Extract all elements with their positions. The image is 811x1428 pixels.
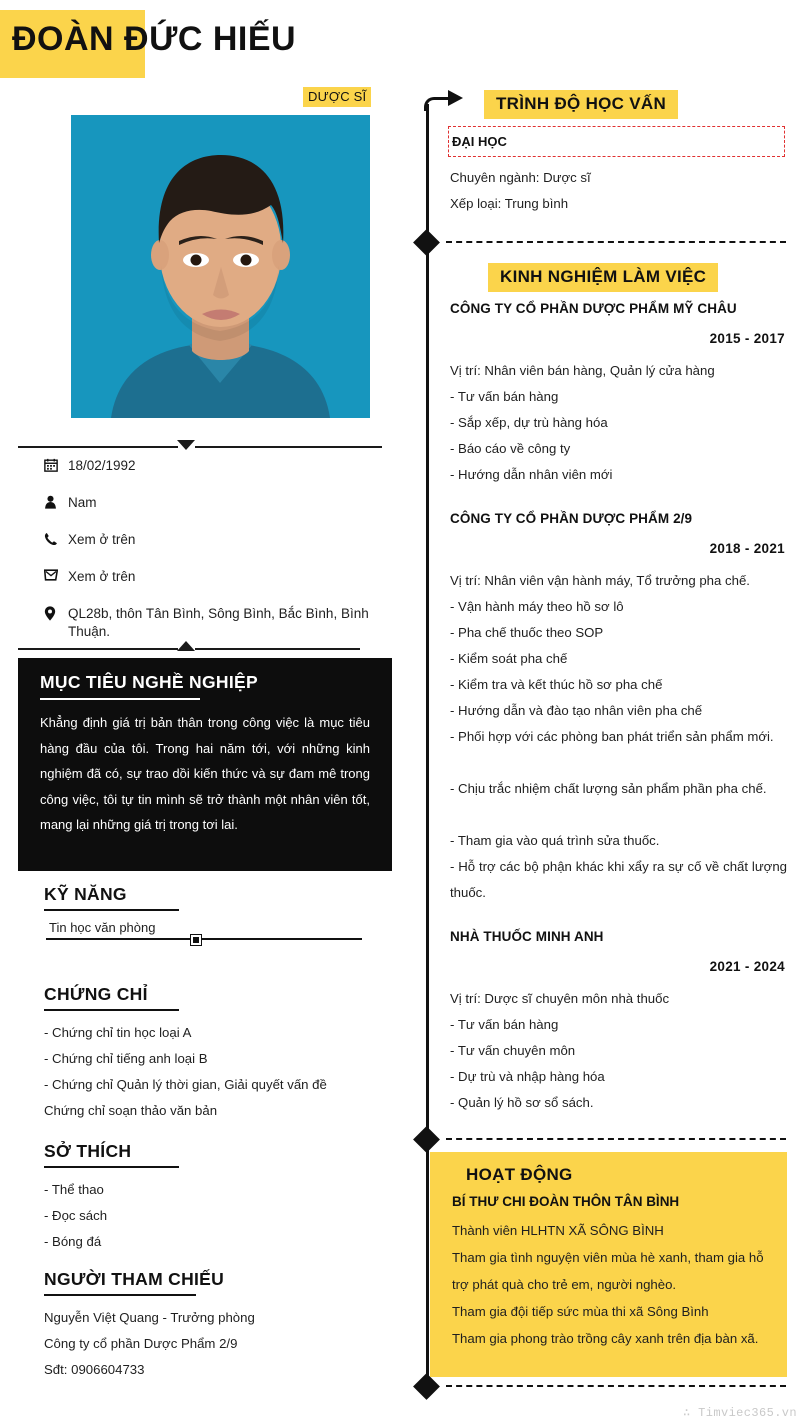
job-duty: - Pha chế thuốc theo SOP <box>450 625 604 640</box>
job-duty: - Sắp xếp, dự trù hàng hóa <box>450 415 608 430</box>
job-period: 2015 - 2017 <box>709 331 785 346</box>
career-objective-card <box>18 658 392 871</box>
job-period: 2021 - 2024 <box>709 959 785 974</box>
contact-item-address <box>44 605 374 641</box>
title-underline <box>44 909 179 911</box>
skill-label: Tin học văn phòng <box>49 920 156 935</box>
triangle-down-icon <box>177 440 195 450</box>
education-grade: Xếp loại: Trung bình <box>450 196 569 211</box>
list-item: - Chứng chỉ tin học loại A <box>44 1025 192 1040</box>
page-title: ĐOÀN ĐỨC HIẾU <box>12 20 297 58</box>
job-company: CÔNG TY CỔ PHẦN DƯỢC PHẨM 2/9 <box>450 511 693 526</box>
contact-value: Nam <box>68 495 97 510</box>
list-item: - Chứng chỉ tiếng anh loại B <box>44 1051 208 1066</box>
job-duty: - Chịu trắc nhiệm chất lượng sản phẩm phần pha chế. <box>450 781 767 796</box>
education-level: ĐẠI HỌC <box>452 134 507 149</box>
education-major: Chuyên ngành: Dược sĩ <box>450 170 591 185</box>
job-duty: - Tư vấn bán hàng <box>450 389 559 404</box>
skill-slider-handle[interactable] <box>191 935 201 945</box>
triangle-up-icon <box>177 641 195 651</box>
title-underline <box>40 698 200 700</box>
contact-item-birthdate <box>44 457 374 475</box>
job-position: Vị trí: Dược sĩ chuyên môn nhà thuốc <box>450 991 670 1006</box>
skill-item <box>44 920 384 940</box>
list-item: Nguyễn Việt Quang - Trưởng phòng <box>44 1310 255 1325</box>
list-item: Tham gia tình nguyện viên mùa hè xanh, tham gia hỗ trợ phát quà cho trẻ em, người nghèo. <box>452 1250 764 1292</box>
skills-title: KỸ NĂNG <box>44 884 127 904</box>
hobbies-title: SỞ THÍCH <box>44 1141 132 1161</box>
activities-subtitle: BÍ THƯ CHI ĐOÀN THÔN TÂN BÌNH <box>452 1194 680 1209</box>
certificates-title: CHỨNG CHỈ <box>44 984 148 1004</box>
timeline-spine <box>426 104 429 1396</box>
email-icon <box>44 568 68 581</box>
title-underline <box>44 1009 179 1011</box>
contact-item-phone[interactable] <box>44 531 374 549</box>
activities-list <box>452 1217 769 1352</box>
skills-section <box>44 883 384 940</box>
right-column <box>400 0 811 1428</box>
divider-top-left <box>18 446 178 448</box>
list-item: Tham gia đội tiếp sức mùa thi xã Sông Bình <box>452 1304 709 1319</box>
activities-title: HOẠT ĐỘNG <box>466 1165 573 1184</box>
timeline-diamond-icon <box>413 1373 440 1400</box>
certificates-list <box>44 1020 384 1124</box>
watermark: ∴ Timviec365.vn <box>682 1406 797 1420</box>
timeline-hook <box>424 97 438 111</box>
job-duty: - Kiểm tra và kết thúc hồ sơ pha chế <box>450 677 663 692</box>
divider-top-right <box>195 446 382 448</box>
contact-item-gender <box>44 494 374 512</box>
job-duty: - Hỗ trợ các bộ phận khác khi xẩy ra sự cố về chất lượng thuốc. <box>450 859 787 900</box>
timeline-dashed-divider <box>446 241 786 243</box>
job-duty: - Hướng dẫn và đào tạo nhân viên pha chế <box>450 703 703 718</box>
hobbies-list <box>44 1177 384 1255</box>
job-duty: - Phối hợp với các phòng ban phát triển sản phẩm mới. <box>450 729 774 744</box>
list-item: - Bóng đá <box>44 1234 102 1249</box>
skill-slider[interactable] <box>46 938 362 940</box>
timeline-arrow-icon <box>448 90 463 106</box>
references-title: NGƯỜI THAM CHIẾU <box>44 1269 225 1289</box>
list-item: Sđt: 0906604733 <box>44 1362 145 1377</box>
career-objective-title: MỤC TIÊU NGHỀ NGHIỆP <box>40 672 258 692</box>
hobbies-section <box>44 1140 384 1255</box>
list-item: Thành viên HLHTN XÃ SÔNG BÌNH <box>452 1223 664 1238</box>
contact-value: 18/02/1992 <box>68 458 136 473</box>
job-company: CÔNG TY CỔ PHẦN DƯỢC PHẨM MỸ CHÂU <box>450 301 737 316</box>
job-title-badge: DƯỢC SĨ <box>303 87 371 107</box>
list-item: - Thể thao <box>44 1182 104 1197</box>
timeline-diamond-icon <box>413 229 440 256</box>
education-title: TRÌNH ĐỘ HỌC VẤN <box>484 90 678 119</box>
title-underline <box>44 1294 196 1296</box>
calendar-icon <box>44 457 68 472</box>
title-underline <box>44 1166 179 1168</box>
job-company: NHÀ THUỐC MINH ANH <box>450 929 604 944</box>
job-duty: - Tư vấn bán hàng <box>450 1017 559 1032</box>
timeline-diamond-icon <box>413 1126 440 1153</box>
job-duty: - Tham gia vào quá trình sửa thuốc. <box>450 833 660 848</box>
activities-card <box>430 1152 787 1377</box>
contact-value: QL28b, thôn Tân Bình, Sông Bình, Bắc Bình, Bình Thuận. <box>68 606 369 639</box>
job-duty: - Tư vấn chuyên môn <box>450 1043 576 1058</box>
location-icon <box>44 605 68 621</box>
career-objective-body: Khẳng định giá trị bản thân trong công việc là mục tiêu hàng đầu của tôi. Trong hai năm tới, với những kinh nghiệm đã có, sự trao dồi kiến thức và sự đam mê trong công việc, tôi tự tin mình sẽ trở thành một nhân viên tốt, mang lại những giá trị trong tơi lai. <box>40 715 370 832</box>
phone-icon <box>44 531 68 546</box>
timeline-dashed-divider <box>446 1385 786 1387</box>
job-position: Vị trí: Nhân viên vận hành máy, Tổ trưởng pha chế. <box>450 573 750 588</box>
job-duty: - Báo cáo về công ty <box>450 441 571 456</box>
person-icon <box>44 494 68 509</box>
job-duty: - Vận hành máy theo hồ sơ lô <box>450 599 624 614</box>
experience-title: KINH NGHIỆM LÀM VIỆC <box>488 263 718 292</box>
job-duty: - Quản lý hồ sơ sổ sách. <box>450 1095 594 1110</box>
skills-list <box>44 920 384 940</box>
divider-bottom-right <box>195 648 360 650</box>
left-column <box>0 0 400 1428</box>
references-list <box>44 1305 384 1383</box>
list-item: Công ty cổ phần Dược Phẩm 2/9 <box>44 1336 238 1351</box>
contact-item-email[interactable] <box>44 568 374 586</box>
timeline-dashed-divider <box>446 1138 786 1140</box>
certificates-section <box>44 983 384 1124</box>
list-item: - Chứng chỉ Quản lý thời gian, Giải quyết vấn đề <box>44 1077 327 1092</box>
contact-list <box>44 457 374 660</box>
job-period: 2018 - 2021 <box>709 541 785 556</box>
contact-value: Xem ở trên <box>68 569 136 584</box>
job-position: Vị trí: Nhân viên bán hàng, Quản lý cửa hàng <box>450 363 715 378</box>
references-section <box>44 1268 384 1383</box>
divider-bottom-left <box>18 648 178 650</box>
job-duty: - Kiểm soát pha chế <box>450 651 568 666</box>
job-duty: - Dự trù và nhập hàng hóa <box>450 1069 605 1084</box>
list-item: Chứng chỉ soạn thảo văn bản <box>44 1103 218 1118</box>
contact-value: Xem ở trên <box>68 532 136 547</box>
list-item: - Đọc sách <box>44 1208 108 1223</box>
job-duty: - Hướng dẫn nhân viên mới <box>450 467 613 482</box>
list-item: Tham gia phong trào trồng cây xanh trên địa bàn xã. <box>452 1331 759 1346</box>
